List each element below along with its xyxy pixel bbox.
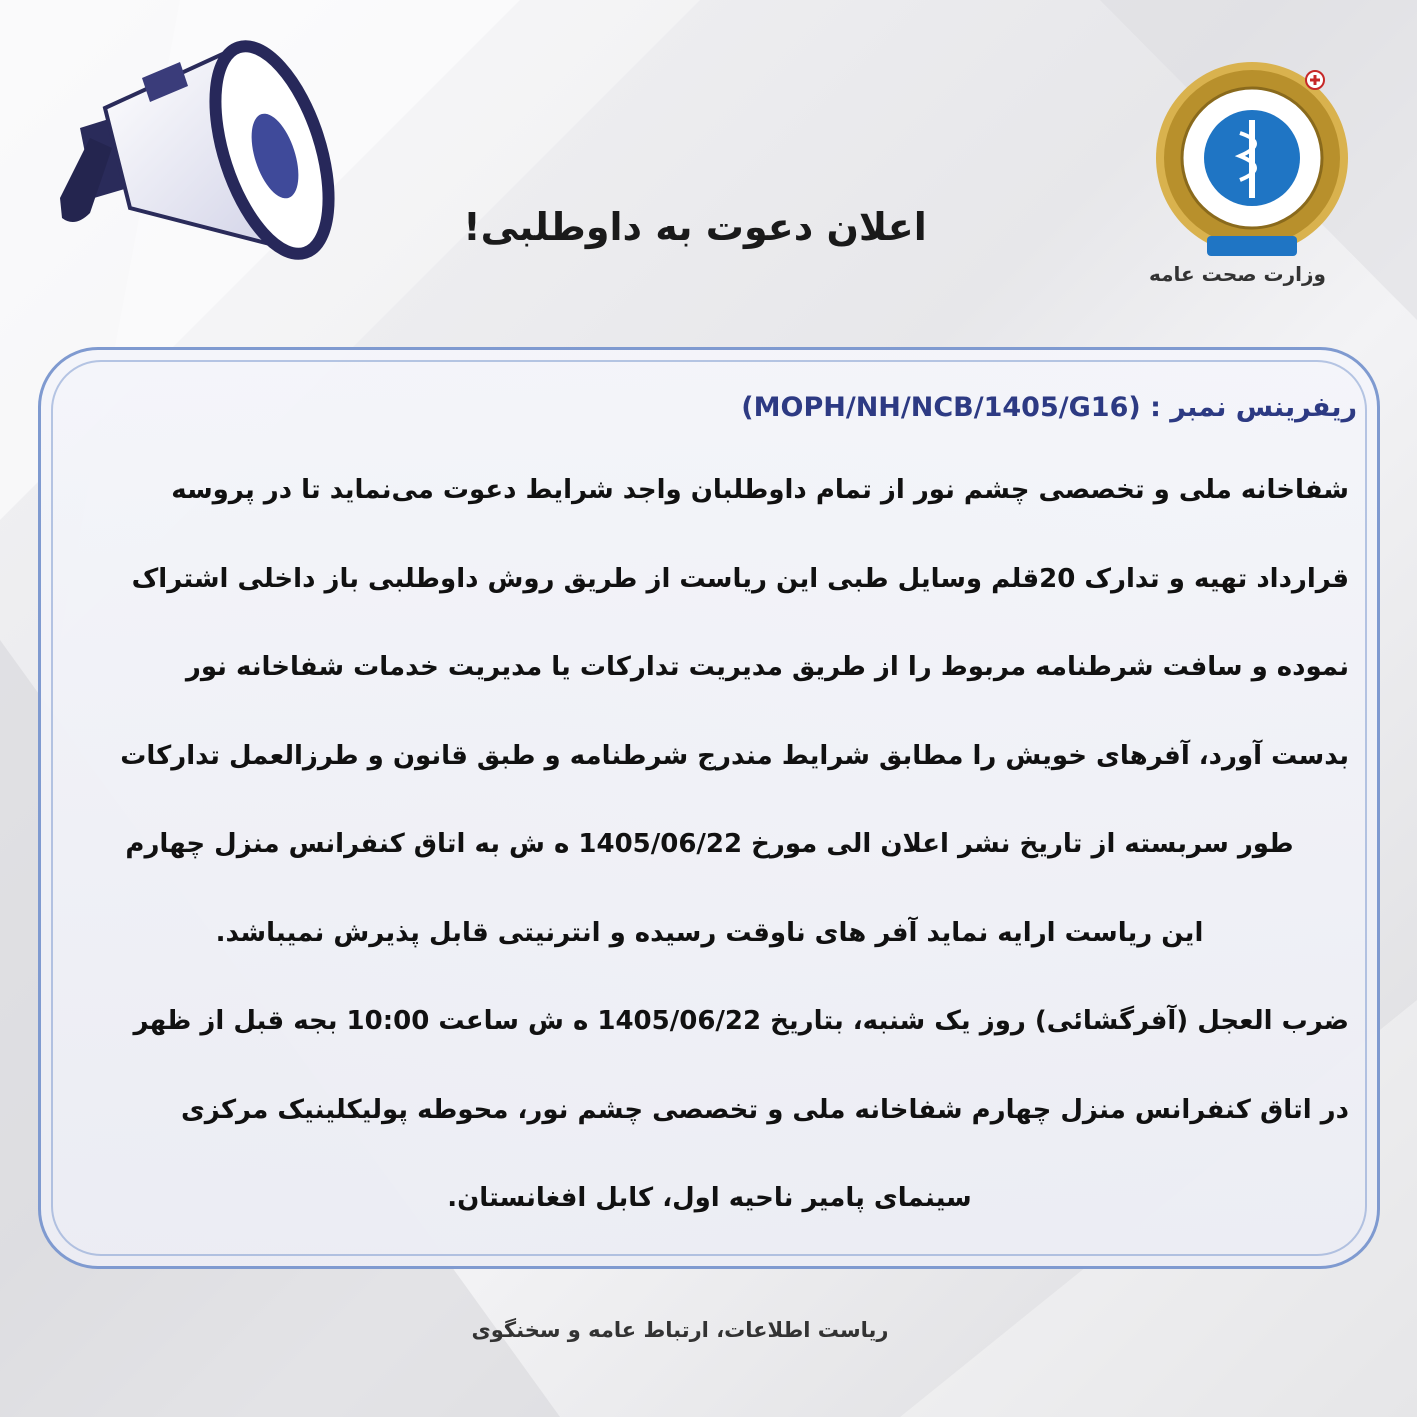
body-line: نموده و سافت شرطنامه مربوط را از طریق مدیریت تدارکات یا مدیریت خدمات شفاخانه نور xyxy=(185,652,1349,682)
body-line: قرارداد تهیه و تدارک 20قلم وسایل طبی این ریاست از طریق روش داوطلبی باز داخلی اشتراک xyxy=(131,563,1349,594)
body-line: ضرب العجل (آفرگشائی) روز یک شنبه، بتاریخ 1405/06/22 ه ش ساعت 10:00 بجه قبل از ظهر xyxy=(133,1006,1349,1036)
body-line: سینمای پامیر ناحیه اول، کابل افغانستان. xyxy=(447,1183,972,1213)
page-title: اعلان دعوت به داوطلبی! xyxy=(463,205,927,249)
ministry-name: وزارت صحت عامه xyxy=(1149,262,1326,286)
body-line: در اتاق کنفرانس منزل چهارم شفاخانه ملی و تخصصی چشم نور، محوطه پولیکلینیک مرکزی xyxy=(180,1094,1349,1125)
reference-label: ریفرینس نمبر : xyxy=(1150,392,1357,423)
reference-code: (MOPH/NH/NCB/1405/G16) xyxy=(741,392,1141,423)
body-line: بدست آورد، آفرهای خویش را مطابق شرایط مندرج شرطنامه و طبق قانون و طرزالعمل تدارکات xyxy=(120,740,1349,771)
body-line: شفاخانه ملی و تخصصی چشم نور از تمام داوطلبان واجد شرایط دعوت می‌نماید تا در پروسه xyxy=(171,475,1349,505)
announcement-body xyxy=(70,460,1349,1257)
footer-department: ریاست اطلاعات، ارتباط عامه و سخنگوی xyxy=(471,1318,889,1342)
body-line: این ریاست ارایه نماید آفر های ناوقت رسیده و انترنیتی قابل پذیرش نمیباشد. xyxy=(215,917,1204,948)
body-line: طور سربسته از تاریخ نشر اعلان الی مورخ 1405/06/22 ه ش به اتاق کنفرانس منزل چهارم xyxy=(125,829,1294,859)
ministry-emblem-logo xyxy=(1145,58,1360,263)
megaphone-icon xyxy=(50,38,350,288)
reference-number xyxy=(60,392,1357,423)
